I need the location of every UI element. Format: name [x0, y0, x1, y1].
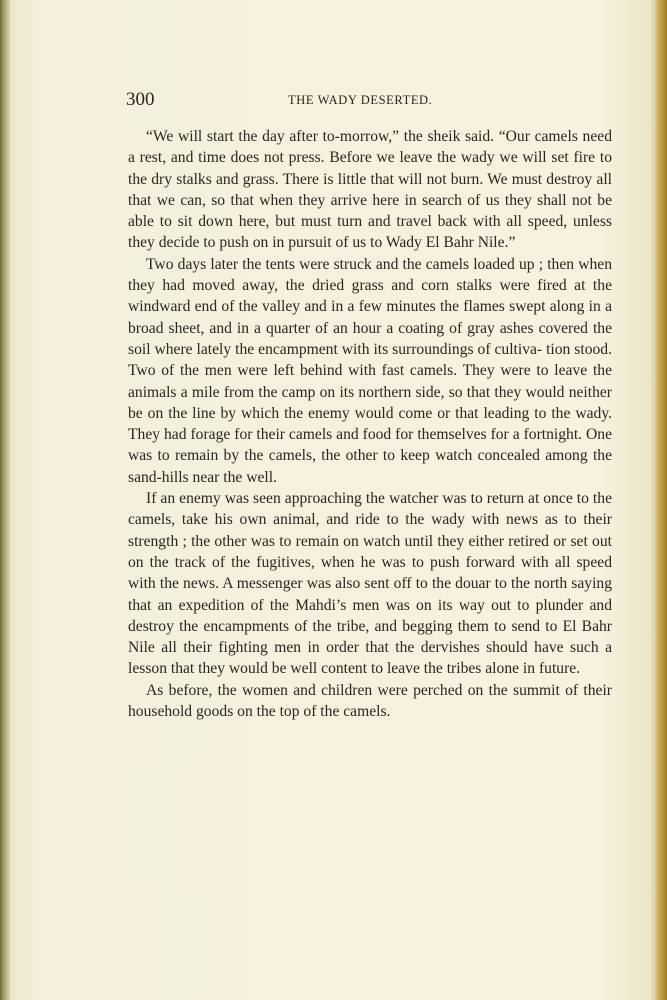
page-number: 300	[126, 89, 155, 110]
body-text	[128, 126, 612, 722]
binding-gutter	[0, 0, 10, 1000]
paragraph: “We will start the day after to-morrow,” the sheik said. “Our camels need a rest, and time does not press. Before we leave the wady we will set fire to the dry stalks and grass. There is little that will not burn. We must destroy all that we can, so that when they arrive here in search of us they shall not be able to sit down here, but must turn and travel back with all speed, unless they decide to push on in pursuit of us to Wady El Bahr Nile.”	[128, 128, 612, 252]
paragraph: As before, the women and children were perched on the summit of their household goods on the top of the camels.	[128, 681, 612, 721]
paragraph: If an enemy was seen approaching the watcher was to return at once to the camels, take his own animal, and ride to the wady with news as to their strength ; the other was to remain on watch until they either retired or set out on the track of the fugitives, when he was to push forward with all speed with the news. A messenger was also sent off to the douar to the north saying that an expedition of the Mahdi’s men was on its way out to plunder and destroy the encampments of the tribe, and begging them to send to El Bahr Nile all their fighting men in order that the dervishes should have such a lesson that they would be well content to leave the tribes alone in future.	[128, 490, 612, 678]
running-title: THE WADY DESERTED.	[288, 93, 433, 107]
paragraph: Two days later the tents were struck and the camels loaded up ; then when they had moved away, the dried grass and corn stalks were fired at the windward end of the valley and in a few minutes the flames swept along in a broad sheet, and in a quarter of an hour a coating of gray ashes covered the soil where lately the encampment with its surroundings of cultiva- tion stood. Two of the men were left behind with fast camels. They were to leave the animals a mile from the camp on its northern side, so that they would neither be on the line by which the enemy would come or that leading to the wady. They had forage for their camels and food for themselves for a fortnight. One was to remain by the camels, the other to keep watch concealed among the sand-hills near the well.	[128, 255, 612, 486]
page-header	[126, 89, 612, 111]
page-edge	[655, 0, 667, 1000]
